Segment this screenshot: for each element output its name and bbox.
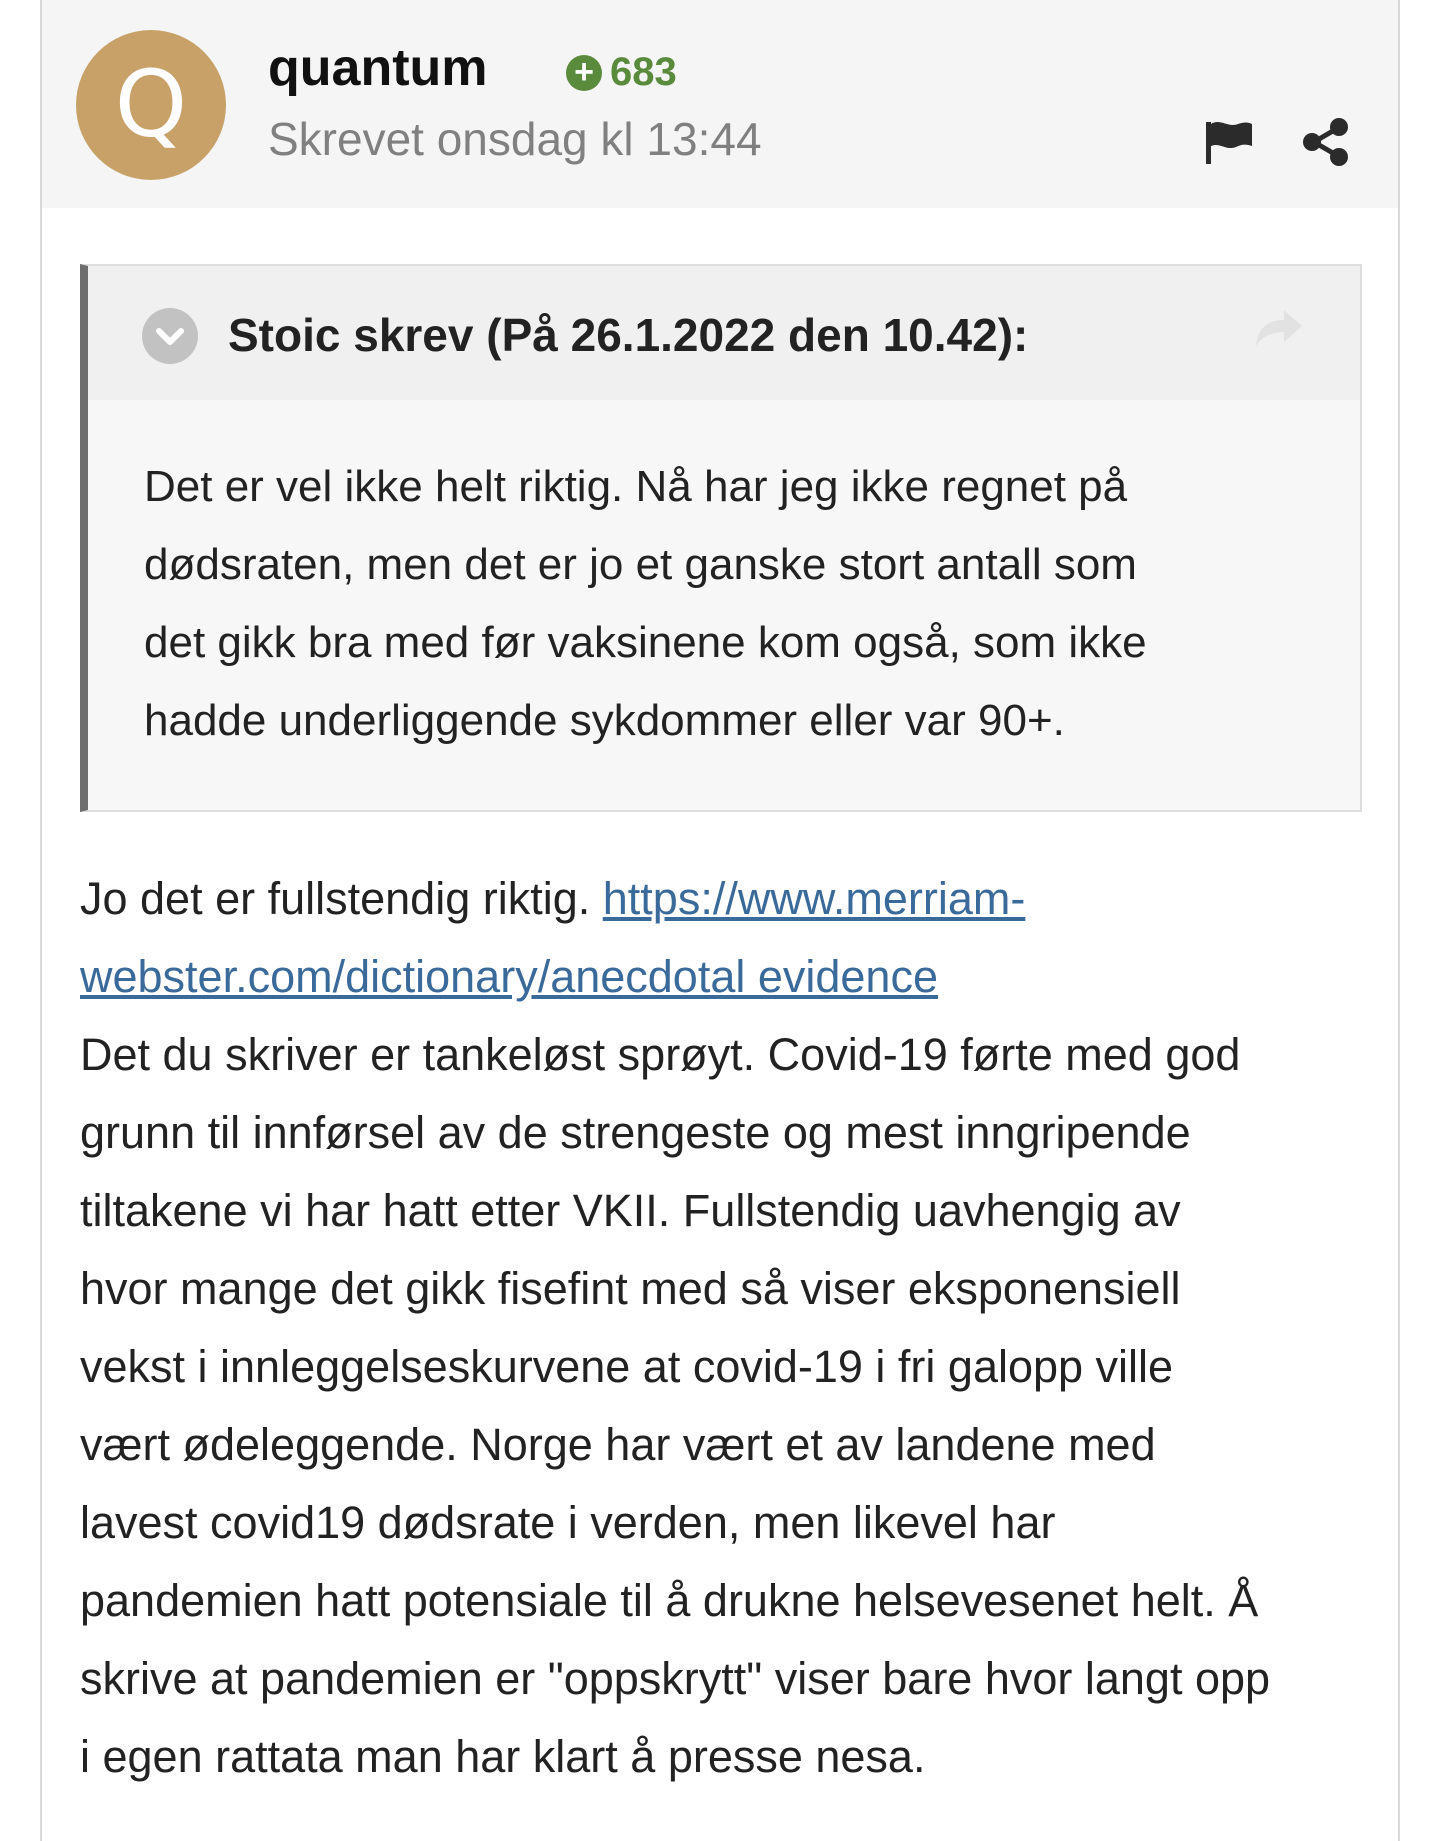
dictionary-link-continued[interactable]: webster.com/dictionary/anecdotal evidence [80, 951, 938, 1002]
reply-line: hvor mange det gikk fisefint med så viser eksponensiell [80, 1263, 1181, 1314]
post-header [42, 0, 1398, 208]
quote-block [80, 264, 1362, 812]
reply-line: pandemien hatt potensiale til å drukne helsevesenet helt. Å [80, 1575, 1259, 1626]
quote-line: Det er vel ikke helt riktig. Nå har jeg ikke regnet på [144, 462, 1128, 511]
quote-header [88, 266, 1360, 400]
plus-circle-icon: + [566, 55, 602, 91]
reply-line: tiltakene vi har hatt etter VKII. Fullstendig uavhengig av [80, 1185, 1181, 1236]
forum-post [40, 0, 1400, 1841]
reply-intro: Jo det er fullstendig riktig. [80, 873, 603, 924]
post-body [80, 860, 1380, 1796]
go-to-quoted-post-button[interactable] [1252, 304, 1304, 350]
quote-line: dødsraten, men det er jo et ganske stort antall som [144, 540, 1137, 589]
reply-line: lavest covid19 dødsrate i verden, men likevel har [80, 1497, 1056, 1548]
reply-arrow-icon [1252, 304, 1304, 350]
dictionary-link[interactable]: https://www.merriam- [602, 873, 1026, 924]
quote-collapse-toggle[interactable] [142, 308, 198, 364]
avatar[interactable]: Q [76, 30, 226, 180]
reply-line: skrive at pandemien er "oppskrytt" viser bare hvor langt opp [80, 1653, 1271, 1704]
author-name[interactable]: quantum [268, 39, 488, 97]
chevron-down-icon [142, 308, 198, 364]
reply-line: vært ødeleggende. Norge har vært et av landene med [80, 1419, 1156, 1470]
reply-line [80, 860, 1380, 938]
reply-line: Det du skriver er tankeløst sprøyt. Covid-19 førte med god [80, 1029, 1241, 1080]
quote-text [88, 400, 1360, 760]
reply-line [80, 938, 1380, 1016]
reply-line: i egen rattata man har klart å presse nesa. [80, 1731, 926, 1782]
share-icon [1300, 116, 1352, 168]
quote-citation: Stoic skrev (På 26.1.2022 den 10.42): [228, 309, 1029, 361]
report-flag-button[interactable] [1202, 116, 1256, 168]
share-button[interactable] [1300, 116, 1352, 168]
post-date: Skrevet onsdag kl 13:44 [268, 113, 762, 165]
quote-line: det gikk bra med før vaksinene kom også, som ikke [144, 618, 1147, 667]
reply-line: vekst i innleggelseskurvene at covid-19 i fri galopp ville [80, 1341, 1174, 1392]
quote-line: hadde underliggende sykdommer eller var 90+. [144, 696, 1065, 745]
reputation-count: 683 [610, 50, 677, 94]
reply-line: grunn til innførsel av de strengeste og mest inngripende [80, 1107, 1191, 1158]
reputation-badge [566, 50, 677, 95]
flag-icon [1202, 116, 1256, 168]
